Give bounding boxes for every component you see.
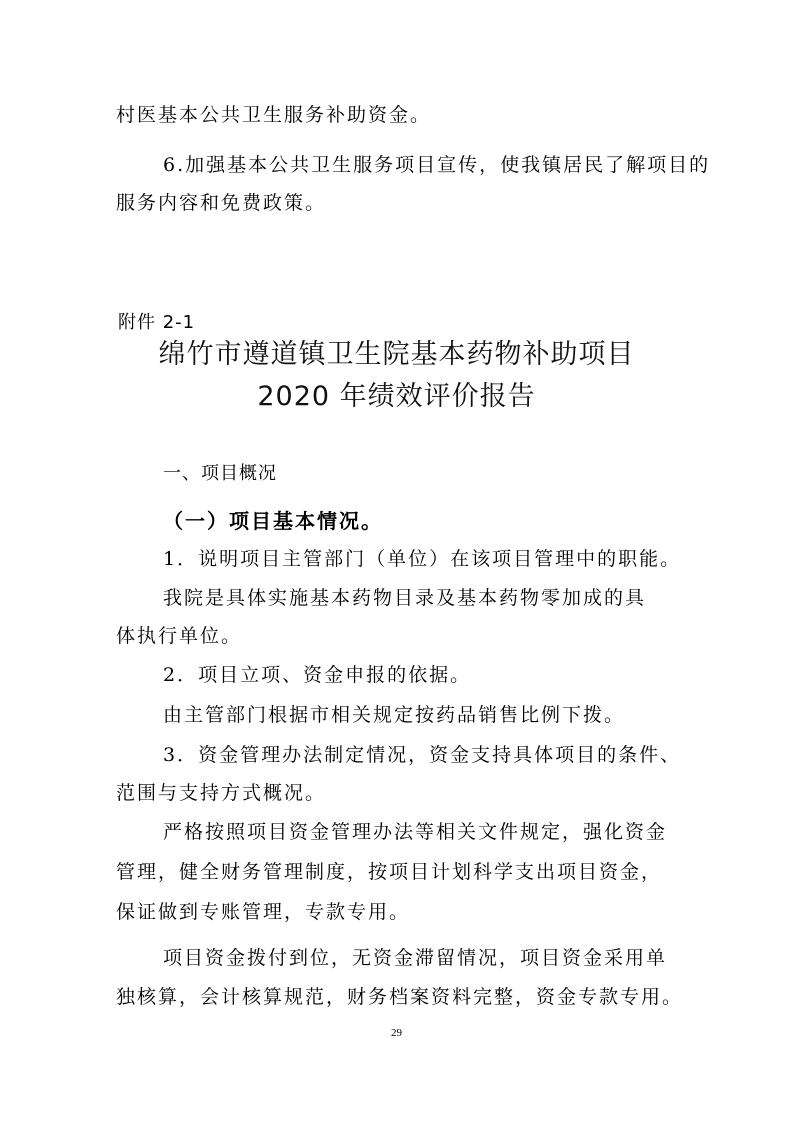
paragraph-line: 体执行单位。 [116,625,243,647]
section-heading: 一、项目概况 [163,463,277,484]
paragraph-line: 严格按照项目资金管理办法等相关文件规定，强化资金 [163,821,668,843]
subsection-heading: （一）项目基本情况。 [163,509,383,533]
paragraph-line: 服务内容和免费政策。 [116,192,327,214]
paragraph-line: 由主管部门根据市相关规定按药品销售比例下拨。 [163,704,626,726]
document-title-line-1: 绵竹市遵道镇卫生院基本药物补助项目 [158,339,635,370]
paragraph-line: 管理，健全财务管理制度，按项目计划科学支出项目资金， [116,861,663,883]
paragraph-line: 保证做到专账管理，专款专用。 [116,901,411,923]
paragraph-line: 范围与支持方式概况。 [116,782,327,804]
paragraph-line: 1．说明项目主管部门（单位）在该项目管理中的职能。 [163,548,682,570]
paragraph-line: 我院是具体实施基本药物目录及基本药物零加成的具 [163,587,647,609]
paragraph-line: 村医基本公共卫生服务补助资金。 [116,104,432,126]
paragraph-line: 6.加强基本公共卫生服务项目宣传，使我镇居民了解项目的 [163,154,711,176]
attachment-label: 附件 2-1 [118,312,196,333]
paragraph-line: 项目资金拨付到位，无资金滞留情况，项目资金采用单 [163,947,668,969]
paragraph-line: 独核算，会计核算规范，财务档案资料完整，资金专款专用。 [116,986,684,1008]
document-title-line-2: 2020 年绩效评价报告 [257,381,536,412]
page-number: 29 [391,1027,402,1039]
paragraph-line: 2．项目立项、资金申报的依据。 [163,664,472,686]
paragraph-line: 3．资金管理办法制定情况，资金支持具体项目的条件、 [163,744,682,766]
